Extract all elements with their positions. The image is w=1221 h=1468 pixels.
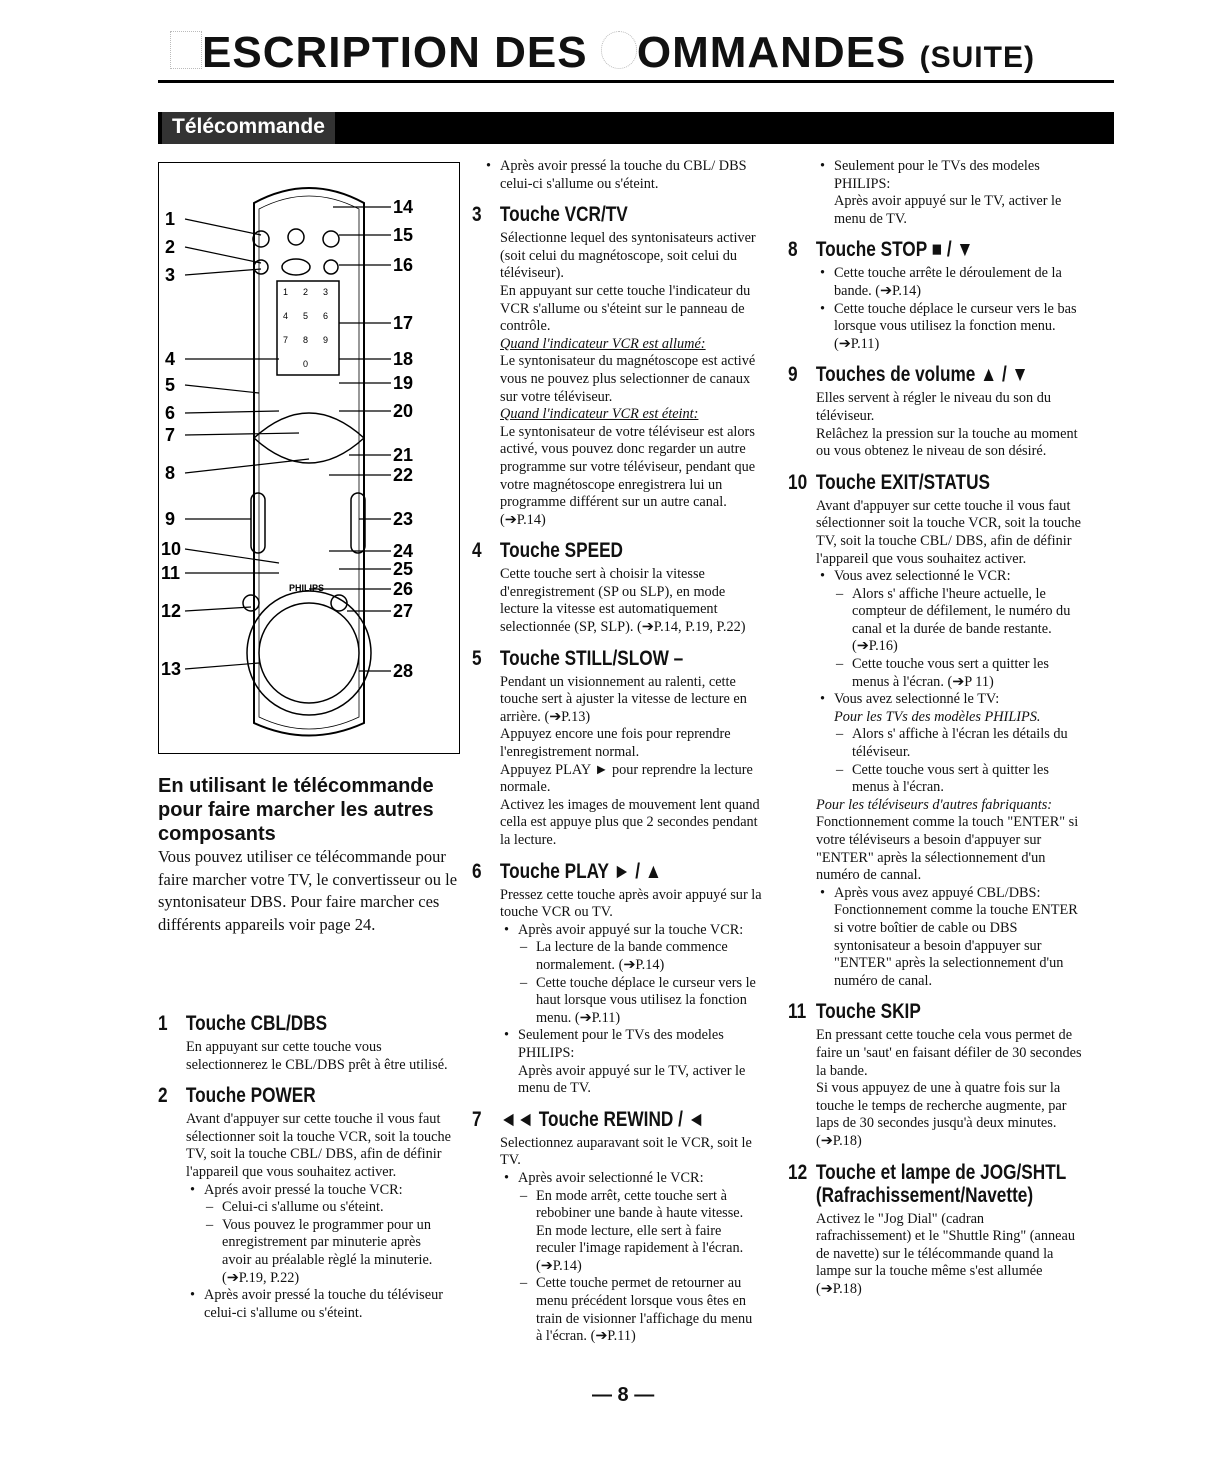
key-5: 5 bbox=[303, 311, 309, 321]
list-item: – Alors s' affiche à l'écran les détails du téléviseur. bbox=[834, 726, 1082, 761]
callout-12: 12 bbox=[161, 601, 182, 621]
list-item: – Cette touche permet de retourner au menu précédent lorsque vous êtes en train de visionner l'affichage du menu à l'écran. (➔P.11) bbox=[518, 1275, 762, 1345]
list-item: • Après avoir selectionné le VCR: – En mode arrêt, cette touche sert à rebobiner une bande à haute vitesse. En mode lecture, elle sert à faire reculer l'image rapidement à l'écran. (➔P.14) – Cette touche permet de retourner au menu précédent lorsque vous êtes en train de visionner l'affichage du menu à l'écran. (➔P.11) bbox=[500, 1170, 762, 1346]
key-7: 7 bbox=[283, 335, 289, 345]
list-item: • Après vous avez appuyé CBL/DBS: Fonctionnement comme la touche ENTER si votre boîtier de cable ou DBS syntonisateur a besoin d'appuyer sur "ENTER" après la selectionnement d'un numéro de canal. bbox=[816, 885, 1082, 991]
callout-27: 27 bbox=[393, 601, 414, 621]
callout-8: 8 bbox=[165, 463, 176, 483]
list-item: – Alors s' affiche l'heure actuelle, le compteur de défilement, le numéro du canal et la durée de bande restante. (➔P.16) bbox=[834, 586, 1082, 656]
section-3-heading: 3 Touche VCR/TV bbox=[472, 203, 628, 227]
column-1-sections bbox=[158, 1002, 452, 1322]
list-item: – Celui-ci s'allume ou s'éteint. bbox=[204, 1199, 452, 1217]
callout-1: 1 bbox=[165, 209, 176, 229]
brand-logo: PHILIPS bbox=[289, 583, 325, 593]
key-3: 3 bbox=[323, 287, 329, 297]
section-5-heading: 5 Touche STILL/SLOW – bbox=[472, 646, 684, 670]
section-2-bullets bbox=[186, 1182, 452, 1323]
callout-3: 3 bbox=[165, 265, 176, 285]
vcr-button bbox=[323, 231, 339, 247]
section-5-p1: Pendant un visionnement au ralenti, cette touche sert à ajuster la vitesse de lecture en arrière. (➔P.13) bbox=[500, 673, 747, 725]
callout-28: 28 bbox=[393, 661, 414, 681]
title-rule bbox=[158, 80, 1114, 83]
section-bar bbox=[158, 112, 1114, 144]
callout-7: 7 bbox=[165, 425, 176, 445]
callout-10: 10 bbox=[161, 539, 182, 559]
section-5-p4: Activez les images de mouvement lent quand cella est appuye plus que 2 secondes pendant la lecture. bbox=[500, 796, 760, 848]
section-3-subheading-off: Quand l'indicateur VCR est éteint: bbox=[500, 406, 699, 423]
list-item: – Cette touche déplace le curseur vers le haut lorsque vous utilisez la fonction menu. (➔P.11) bbox=[518, 975, 762, 1028]
list-item: • Après avoir pressé la touche du téléviseur celui-ci s'allume ou s'éteint. bbox=[186, 1287, 452, 1322]
key-0: 0 bbox=[303, 359, 309, 369]
speed-button bbox=[324, 260, 338, 274]
column-3 bbox=[788, 158, 1082, 1298]
section-3-p4: Le syntonisateur de votre téléviseur est alors activé, vous pouvez donc regarder un autre programme sur votre téléviseur, pendant que votre magnétoscope enregistrera lui un programme différent sur un autre canal. (➔P.14) bbox=[500, 423, 756, 528]
tv-button bbox=[288, 229, 304, 245]
section-5-p2: Appuyez encore une fois pour reprendre l'enregistrement normal. bbox=[500, 726, 731, 761]
section-6-text: Pressez cette touche après avoir appuyé sur la touche VCR ou TV. bbox=[500, 886, 762, 921]
section-4-heading: 4 Touche SPEED bbox=[472, 539, 623, 563]
list-item: • Aprés avoir pressé la touche VCR: – Celui-ci s'allume ou s'éteint. – Vous pouvez le programmer pour un enregistrement par minuterie après avoir au préalable règlé la minuterie. (➔P.19, P.22) bbox=[186, 1182, 452, 1288]
column-2 bbox=[472, 158, 762, 1346]
title-drop-cap-d bbox=[170, 31, 202, 69]
section-3-p3: Le syntonisateur du magnétoscope est activé vous ne pouvez plus selectionner de canaux sur votre téléviseur. bbox=[500, 353, 756, 405]
list-item: – La lecture de la bande commence normalement. (➔P.14) bbox=[518, 939, 762, 974]
list-item: • Vous avez selectionné le TV: Pour les TVs des modèles PHILIPS. – Alors s' affiche à l'écran les détails du téléviseur. – Cette touche vous sert à quitter les menus à l'écran. bbox=[816, 691, 1082, 797]
callout-17: 17 bbox=[393, 313, 414, 333]
section-1-heading: 1 Touche CBL/DBS bbox=[158, 1012, 328, 1035]
section-2-text: Avant d'appuyer sur cette touche il vous faut sélectionner soit la touche VCR, soit la touche TV, soit la touche CBL/ DBS, afin de définir l'appareil que vous souhaitez activer. bbox=[186, 1111, 451, 1180]
section-12-heading: 12 Touche et lampe de JOG/SHTL (Rafrachissement/Navette) bbox=[788, 1160, 1067, 1207]
title-part-1: ESCRIPTION DES bbox=[202, 28, 601, 77]
intro-heading: En utilisant le télécommande pour faire marcher les autres composants bbox=[158, 775, 434, 845]
intro-text: Vous pouvez utiliser ce télécommande pour faire marcher votre TV, le convertisseur ou le syntonisateur DBS. Pour faire marcher ces différents appareils voir page 24. bbox=[158, 847, 458, 934]
callout-22: 22 bbox=[393, 465, 414, 485]
callout-26: 26 bbox=[393, 579, 414, 599]
section-9-heading: 9 Touches de volume ▲ / ▼ bbox=[788, 363, 1029, 387]
section-10-p2: Fonctionnement comme la touch "ENTER" si votre téléviseurs a besoin d'appuyer sur "ENTER" après la sélectionnement d'un numéro de cannal. bbox=[816, 814, 1079, 884]
callout-5: 5 bbox=[165, 375, 176, 395]
list-item: – Cette touche vous sert à quitter les menus à l'écran. bbox=[834, 762, 1082, 797]
callout-25: 25 bbox=[393, 559, 414, 579]
title-drop-cap-c bbox=[601, 31, 637, 69]
section-5-p3: Appuyez PLAY ► pour reprendre la lecture normale. bbox=[500, 761, 753, 796]
section-6-heading: 6 Touche PLAY ► / ▲ bbox=[472, 859, 662, 883]
transport-ring bbox=[254, 413, 364, 463]
section-4-text: Cette touche sert à choisir la vitesse d'enregistrement (SP ou SLP), en mode lecture la vitesse est automatiquement selectionnée (SP, SLP). (➔P.14, P.19, P.22) bbox=[500, 566, 746, 636]
callout-15: 15 bbox=[393, 225, 414, 245]
section-11-heading: 11 Touche SKIP bbox=[788, 1000, 921, 1024]
section-10-heading: 10 Touche EXIT/STATUS bbox=[788, 470, 991, 494]
key-9: 9 bbox=[323, 335, 329, 345]
jog-dial bbox=[259, 603, 359, 703]
title-part-2: OMMANDES bbox=[636, 28, 907, 77]
section-1-text: En appuyant sur cette touche vous selectionnerez le CBL/DBS prêt à être utilisé. bbox=[186, 1039, 448, 1073]
vcr-tv-button bbox=[282, 259, 310, 275]
section-3-p2: En appuyant sur cette touche l'indicateur du VCR s'allume ou s'éteint sur le panneau de contrôle. bbox=[500, 282, 751, 335]
title-suite: (SUITE) bbox=[919, 41, 1035, 74]
callout-13: 13 bbox=[161, 659, 182, 679]
page-title bbox=[170, 28, 1035, 78]
callout-23: 23 bbox=[393, 509, 414, 529]
list-item: – Vous pouvez le programmer pour un enregistrement par minuterie après avoir au préalable règlé la minuterie. (➔P.19, P.22) bbox=[204, 1217, 452, 1287]
section-7-heading: 7 ◄◄ Touche REWIND / ◄ bbox=[472, 1107, 705, 1131]
list-item: – En mode arrêt, cette touche sert à rebobiner une bande à haute vitesse. En mode lecture, elle sert à faire reculer l'image rapidement à l'écran. (➔P.14) bbox=[518, 1188, 762, 1276]
callout-20: 20 bbox=[393, 401, 414, 421]
section-2-heading: 2 Touche POWER bbox=[158, 1084, 316, 1108]
section-11-p1: En pressant cette touche cela vous permet de faire un 'saut' en faisant défiler de 30 secondes la bande. bbox=[816, 1027, 1082, 1079]
key-2: 2 bbox=[303, 287, 309, 297]
section-9-p1: Elles servent à régler le niveau du son du téléviseur. bbox=[816, 390, 1052, 424]
remote-control-illustration bbox=[159, 163, 459, 753]
list-item: – Cette touche vous sert a quitter les menus à l'écran. (➔P 11) bbox=[834, 656, 1082, 691]
callout-16: 16 bbox=[393, 255, 414, 275]
section-12-text: Activez le "Jog Dial" (cadran rafrachissement) et le "Shuttle Ring" (anneau de navette) sur le télécommande quand la lampe sur la touche même s'est allumée (➔P.18) bbox=[816, 1210, 1075, 1297]
callout-19: 19 bbox=[393, 373, 414, 393]
page-number: — 8 — bbox=[592, 1384, 655, 1406]
key-8: 8 bbox=[303, 335, 309, 345]
callout-21: 21 bbox=[393, 445, 414, 465]
list-item: • Cette touche déplace le curseur vers le bas lorsque vous utilisez la fonction menu. (➔P.11) bbox=[816, 301, 1082, 354]
section-8-heading: 8 Touche STOP ■ / ▼ bbox=[788, 238, 974, 262]
key-1: 1 bbox=[283, 287, 289, 297]
section-11-p2: Si vous appuyez de une à quatre fois sur la touche le temps de recherche augmente, par laps de 30 secondes jusqu'à deux minutes. (➔P.18) bbox=[816, 1080, 1067, 1149]
list-item: • Après avoir pressé la touche du CBL/ DBS celui-ci s'allume ou s'éteint. bbox=[482, 158, 762, 193]
callout-14: 14 bbox=[393, 197, 414, 217]
list-item: • Après avoir appuyé sur la touche VCR: – La lecture de la bande commence normalement. (➔P.14) – Cette touche déplace le curseur vers le haut lorsque vous utilisez la fonction menu. (➔P.11) bbox=[500, 922, 762, 1028]
callout-24: 24 bbox=[393, 541, 414, 561]
callout-11: 11 bbox=[161, 563, 181, 583]
section-7-text: Selectionnez auparavant soit le VCR, soit le TV. bbox=[500, 1134, 752, 1169]
remote-control-figure bbox=[158, 162, 460, 754]
list-item: • Cette touche arrête le déroulement de la bande. (➔P.14) bbox=[816, 265, 1082, 300]
column-1 bbox=[158, 774, 458, 936]
callout-2: 2 bbox=[165, 237, 176, 257]
section-9-p2: Relâchez la pression sur la touche au moment ou vous obtenez le niveau de son désiré. bbox=[816, 425, 1078, 460]
callout-9: 9 bbox=[165, 509, 176, 529]
callout-4: 4 bbox=[165, 349, 176, 369]
section-10-text: Avant d'appuyer sur cette touche il vous faut sélectionner soit la touche VCR, soit la touche TV, soit la touche CBL/ DBS, afin de définir l'appareil que vous souhaitez activer. bbox=[816, 497, 1081, 567]
section-10-subheading: Pour les téléviseurs d'autres fabriquants: bbox=[816, 796, 1053, 813]
section-3-subheading-on: Quand l'indicateur VCR est allumé: bbox=[500, 335, 706, 352]
list-item: • Vous avez selectionné le VCR: – Alors s' affiche l'heure actuelle, le compteur de défilement, le numéro du canal et la durée de bande restante. (➔P.16) – Cette touche vous sert a quitter les menus à l'écran. (➔P 11) bbox=[816, 568, 1082, 691]
callout-6: 6 bbox=[165, 403, 176, 423]
section-bar-label: Télécommande bbox=[162, 112, 335, 144]
key-4: 4 bbox=[283, 311, 289, 321]
callout-18: 18 bbox=[393, 349, 414, 369]
channel-rocker bbox=[351, 493, 365, 553]
list-item: • Seulement pour le TVs des modeles PHILIPS: Après avoir appuyé sur le TV, activer le menu de TV. bbox=[816, 158, 1082, 228]
section-3-p1: Sélectionne lequel des syntonisateurs activer (soit celui du magnétoscope, soit celui du téléviseur). bbox=[500, 230, 756, 282]
key-6: 6 bbox=[323, 311, 329, 321]
list-item: • Seulement pour le TVs des modeles PHILIPS: Après avoir appuyé sur le TV, activer le menu de TV. bbox=[500, 1027, 762, 1097]
